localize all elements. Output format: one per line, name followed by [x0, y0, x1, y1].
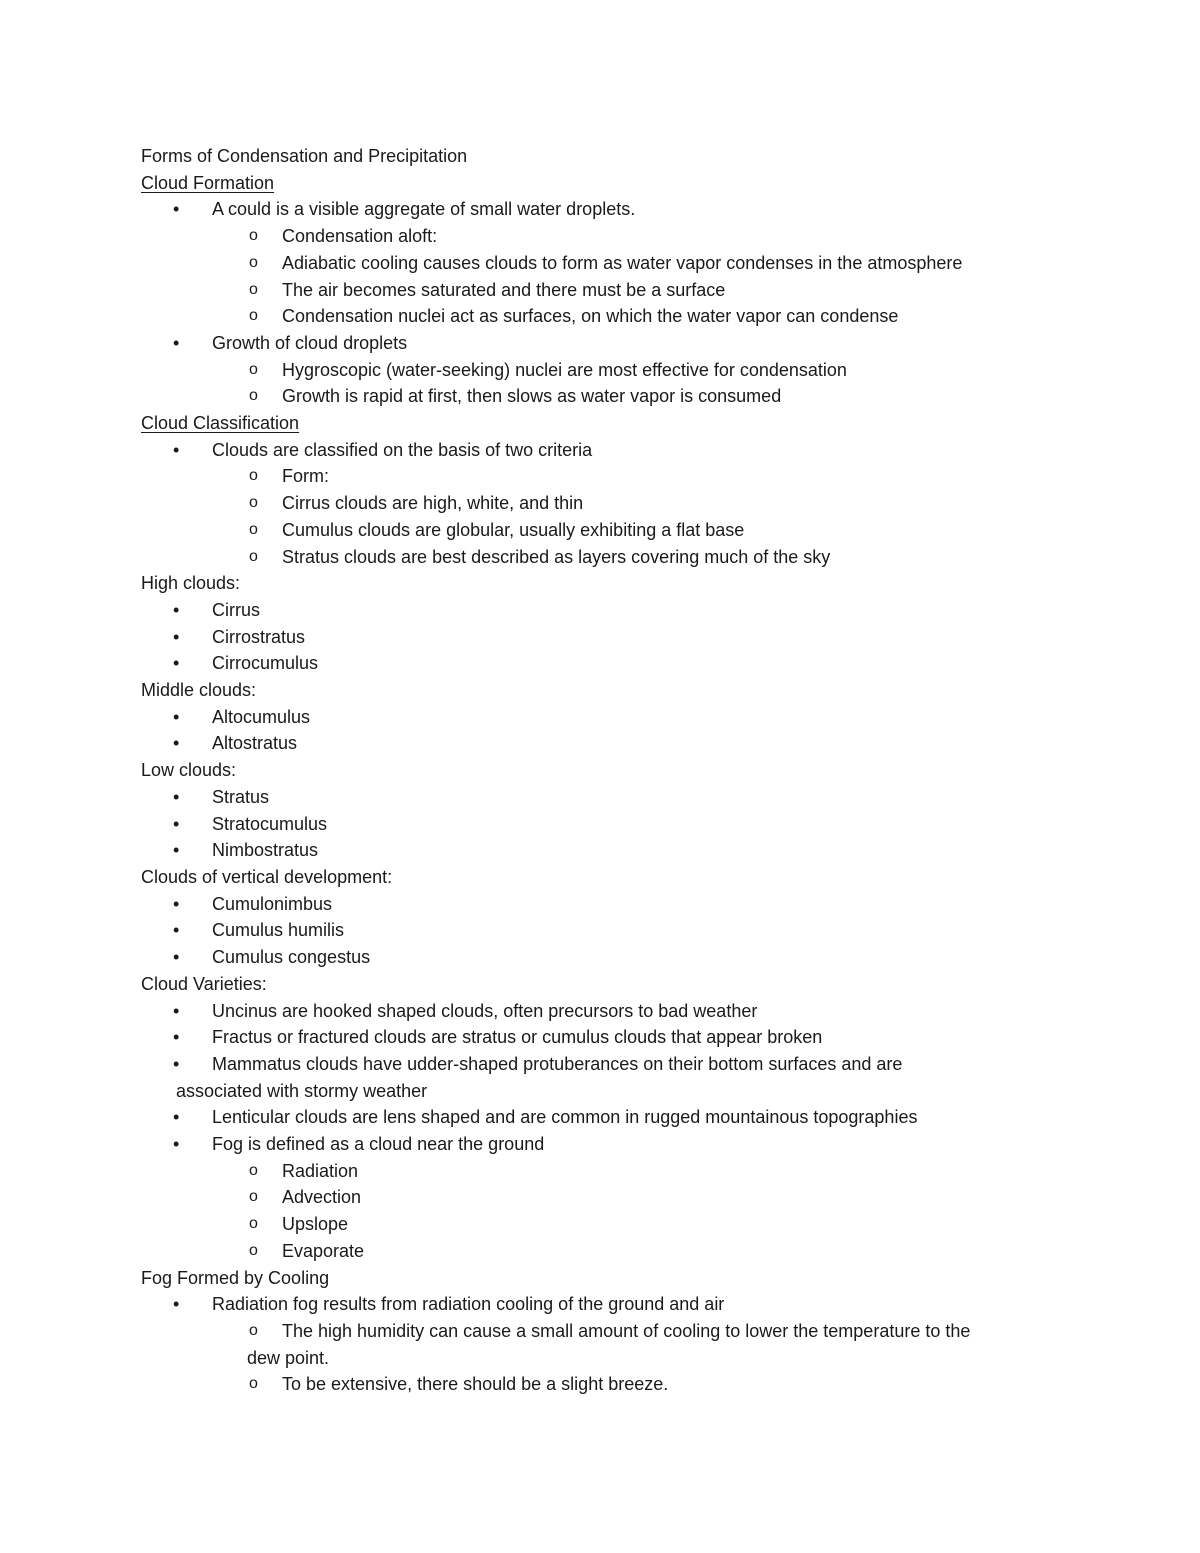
- bullet-icon: •: [173, 813, 180, 834]
- bullet-icon: •: [173, 653, 180, 674]
- bullet-icon: •: [173, 706, 180, 727]
- section-heading-cloud-formation: Cloud Formation: [141, 172, 275, 193]
- section-heading-cloud-classification: Cloud Classification: [141, 413, 300, 434]
- bullet-icon: •: [173, 439, 180, 460]
- section-heading-fog-cooling: Fog Formed by Cooling: [141, 1267, 330, 1288]
- sub-bullet-icon: o: [249, 1321, 258, 1339]
- bullet-item: • A could is a visible aggregate of small water droplets.: [141, 196, 1061, 223]
- bullet-item: • Uncinus are hooked shaped clouds, often precursors to bad weather: [141, 998, 1061, 1025]
- bullet-icon: •: [173, 1000, 180, 1021]
- section-heading-middle-clouds: Middle clouds:: [141, 680, 257, 701]
- document-title: Forms of Condensation and Precipitation: [141, 146, 468, 166]
- bullet-icon: •: [173, 893, 180, 914]
- bullet-item: • Cumulus congestus: [141, 944, 1061, 971]
- bullet-item: • Clouds are classified on the basis of two criteria: [141, 437, 1061, 464]
- sub-bullet-item: o Hygroscopic (water-seeking) nuclei are most effective for condensation: [141, 357, 1061, 384]
- bullet-item: • Cirrocumulus: [141, 650, 1061, 677]
- sub-bullet-item: o Growth is rapid at first, then slows as water vapor is consumed: [141, 383, 1061, 410]
- sub-bullet-item: o Cumulus clouds are globular, usually exhibiting a flat base: [141, 517, 1061, 544]
- sub-bullet-icon: o: [249, 1215, 258, 1233]
- sub-bullet-item: o Condensation nuclei act as surfaces, on which the water vapor can condense: [141, 303, 1061, 330]
- bullet-item: • Nimbostratus: [141, 837, 1061, 864]
- bullet-item: • Cumulonimbus: [141, 891, 1061, 918]
- bullet-item: • Fog is defined as a cloud near the ground: [141, 1131, 1061, 1158]
- bullet-item: • Altocumulus: [141, 704, 1061, 731]
- sub-bullet-item: o Stratus clouds are best described as layers covering much of the sky: [141, 544, 1061, 571]
- bullet-icon: •: [173, 1027, 180, 1048]
- sub-bullet-icon: o: [249, 494, 258, 512]
- bullet-item: • Cirrostratus: [141, 624, 1061, 651]
- bullet-item: • Fractus or fractured clouds are stratus or cumulus clouds that appear broken: [141, 1024, 1061, 1051]
- sub-bullet-item: o To be extensive, there should be a slight breeze.: [141, 1371, 1061, 1398]
- section-heading-vertical-clouds: Clouds of vertical development:: [141, 866, 393, 887]
- bullet-item: • Stratocumulus: [141, 811, 1061, 838]
- sub-bullet-item: o The air becomes saturated and there must be a surface: [141, 277, 1061, 304]
- bullet-icon: •: [173, 1294, 180, 1315]
- bullet-icon: •: [173, 199, 180, 220]
- sub-bullet-icon: o: [249, 387, 258, 405]
- sub-bullet-item: o Radiation: [141, 1158, 1061, 1185]
- bullet-icon: •: [173, 786, 180, 807]
- sub-bullet-icon: o: [249, 360, 258, 378]
- sub-bullet-icon: o: [249, 547, 258, 565]
- sub-bullet-item: o Condensation aloft:: [141, 223, 1061, 250]
- bullet-item: • Cumulus humilis: [141, 917, 1061, 944]
- bullet-item: • Lenticular clouds are lens shaped and are common in rugged mountainous topographies: [141, 1104, 1061, 1131]
- bullet-item: • Altostratus: [141, 730, 1061, 757]
- sub-bullet-item: o Evaporate: [141, 1238, 1061, 1265]
- sub-bullet-icon: o: [249, 467, 258, 485]
- sub-bullet-item: o Form:: [141, 463, 1061, 490]
- bullet-item: • Cirrus: [141, 597, 1061, 624]
- sub-bullet-item: o Upslope: [141, 1211, 1061, 1238]
- sub-bullet-item: o Advection: [141, 1184, 1061, 1211]
- bullet-item: • Stratus: [141, 784, 1061, 811]
- bullet-icon: •: [173, 1107, 180, 1128]
- sub-bullet-item-wrapped: o The high humidity can cause a small amount of cooling to lower the temperature to the dew point.: [141, 1318, 1061, 1371]
- bullet-item: • Radiation fog results from radiation cooling of the ground and air: [141, 1291, 1061, 1318]
- sub-bullet-icon: o: [249, 1375, 258, 1393]
- bullet-icon: •: [173, 840, 180, 861]
- bullet-icon: •: [173, 733, 180, 754]
- sub-bullet-icon: o: [249, 227, 258, 245]
- section-heading-high-clouds: High clouds:: [141, 573, 241, 594]
- sub-bullet-icon: o: [249, 520, 258, 538]
- bullet-icon: •: [173, 947, 180, 968]
- sub-bullet-icon: o: [249, 253, 258, 271]
- sub-bullet-icon: o: [249, 1161, 258, 1179]
- bullet-icon: •: [173, 626, 180, 647]
- sub-bullet-item: o Cirrus clouds are high, white, and thin: [141, 490, 1061, 517]
- bullet-item: • Growth of cloud droplets: [141, 330, 1061, 357]
- bullet-icon: •: [173, 1053, 180, 1074]
- sub-bullet-icon: o: [249, 280, 258, 298]
- document-body: [141, 143, 1061, 1398]
- bullet-icon: •: [173, 920, 180, 941]
- bullet-icon: •: [173, 332, 180, 353]
- bullet-icon: •: [173, 599, 180, 620]
- sub-bullet-icon: o: [249, 1241, 258, 1259]
- bullet-item-wrapped: • Mammatus clouds have udder-shaped protuberances on their bottom surfaces and are associated with stormy weather: [141, 1051, 1061, 1104]
- section-heading-low-clouds: Low clouds:: [141, 760, 237, 781]
- bullet-icon: •: [173, 1134, 180, 1155]
- section-heading-cloud-varieties: Cloud Varieties:: [141, 973, 267, 994]
- sub-bullet-icon: o: [249, 1188, 258, 1206]
- sub-bullet-icon: o: [249, 307, 258, 325]
- sub-bullet-item: o Adiabatic cooling causes clouds to form as water vapor condenses in the atmosphere: [141, 250, 1061, 277]
